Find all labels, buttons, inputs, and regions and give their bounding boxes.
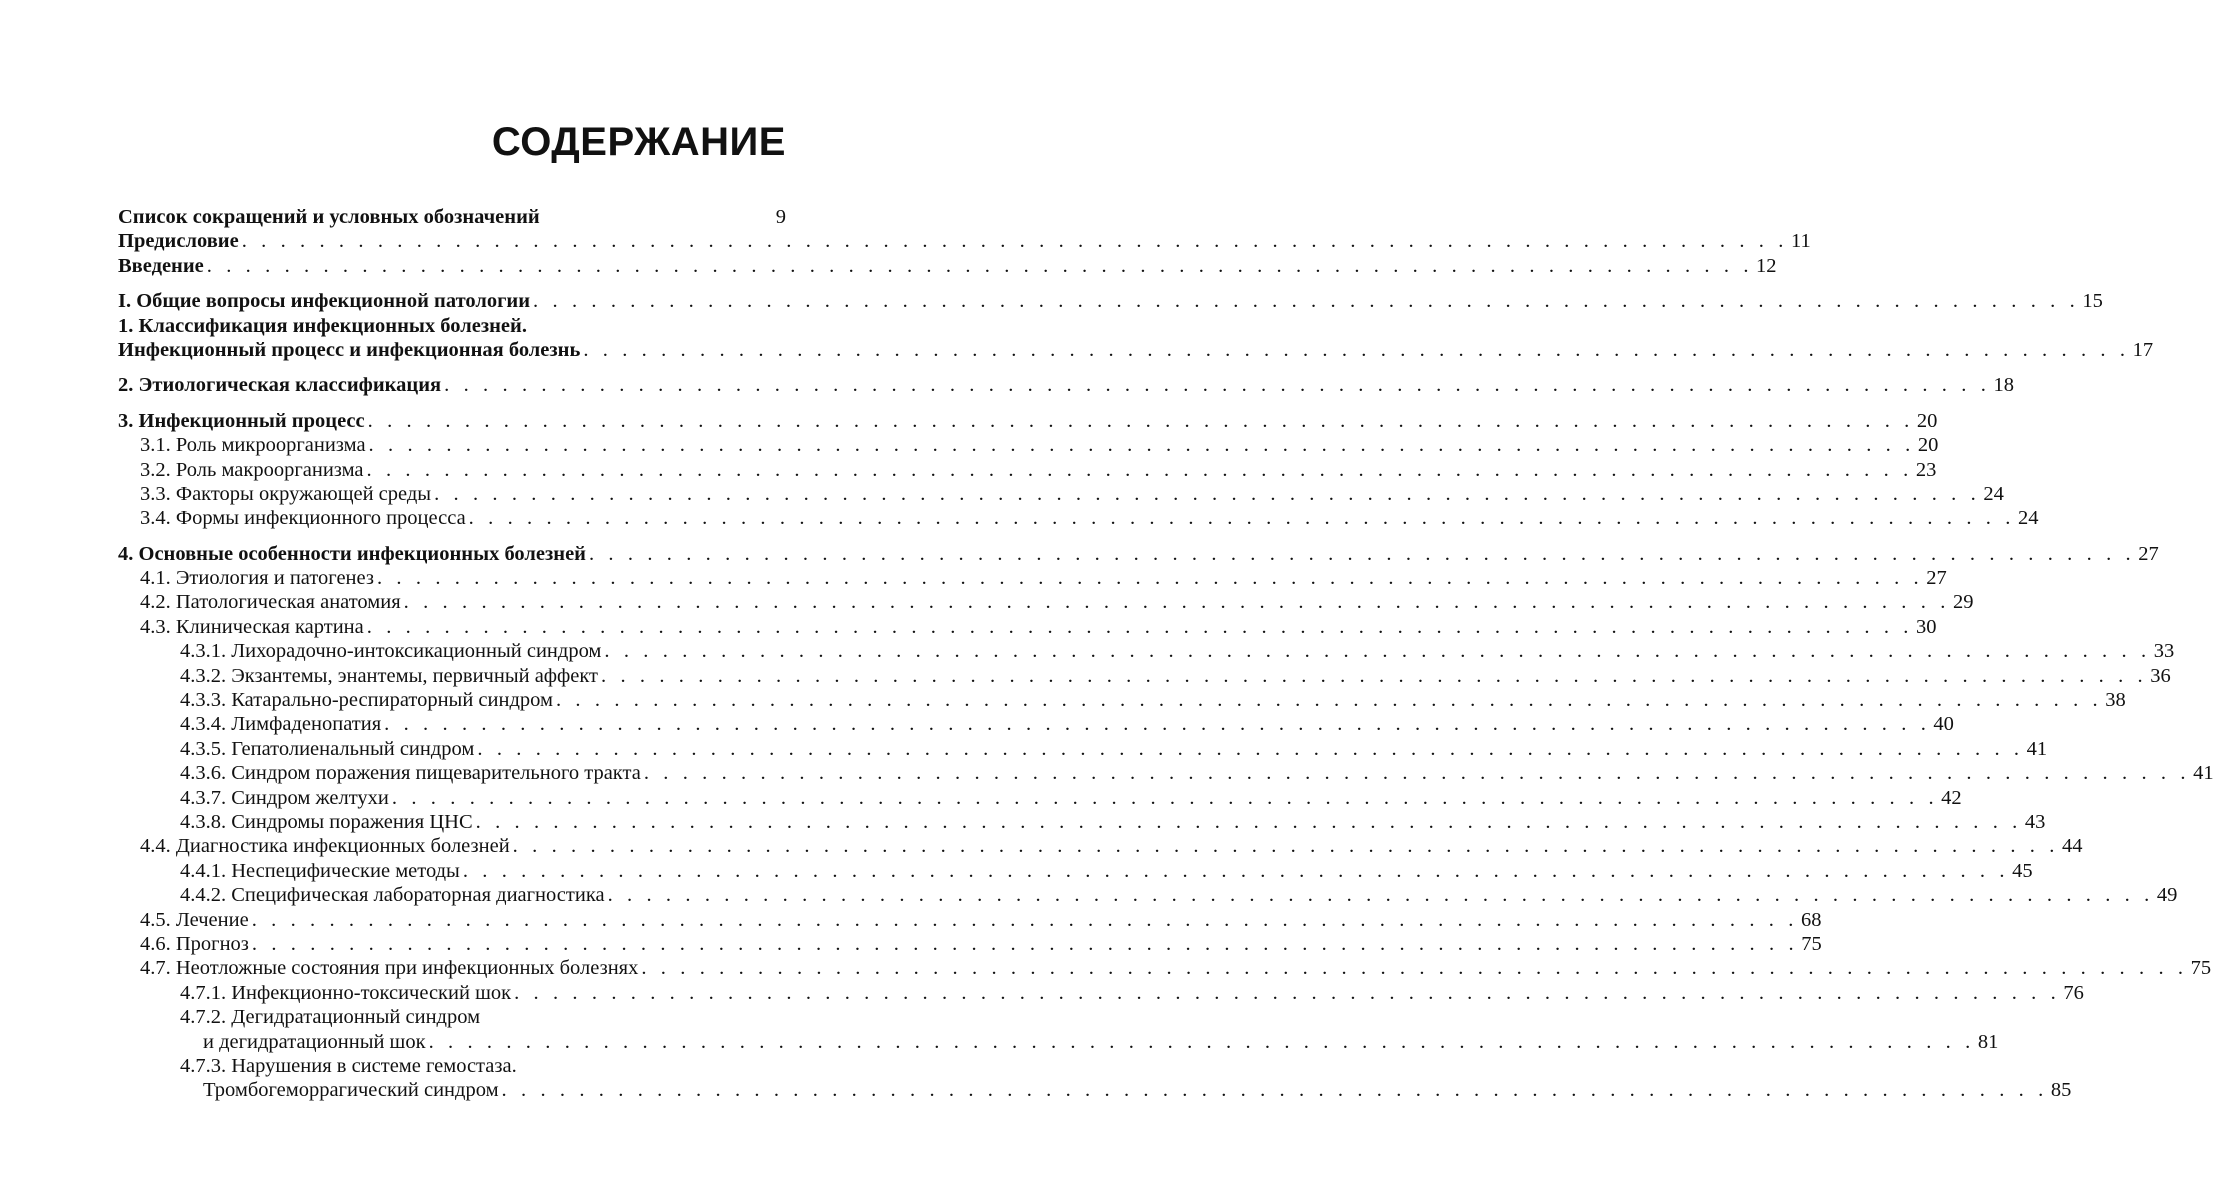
table-of-contents	[118, 205, 2214, 1103]
toc-entry-title: 4.1. Этиология и патогенез	[140, 567, 374, 590]
toc-entry[interactable]	[118, 338, 2154, 362]
toc-entry-title: 4.4. Диагностика инфекционных болезней	[140, 835, 510, 858]
dot-leader: . . . . . . . . . . . . . . . . . . . . . . . . . . . . . . . . . . . . . . . . . . . . . . . . . . . . . . . . . . . . . . . . . . . . . . . . . . . . . . . .	[251, 908, 1798, 931]
toc-entry[interactable]	[118, 482, 2004, 506]
page-title: СОДЕРЖАНИЕ	[491, 120, 786, 164]
toc-entry-page: 42	[1941, 786, 1962, 809]
section-spacer	[118, 531, 786, 542]
dot-leader: . . . . . . . . . . . . . . . . . . . . . . . . . . . . . . . . . . . . . . . . . . . . . . . . . . . . . . . . . . . . . . . . . . . . . . . . . . . . . . . .	[588, 542, 2136, 565]
toc-entry[interactable]	[118, 639, 2175, 663]
dot-leader: . . . . . . . . . . . . . . . . . . . . . . . . . . . . . . . . . . . . . . . . . . . . . . . . . . . . . . . . . . . . . . . . . . . . . . . . . . . . . . . .	[514, 981, 2061, 1004]
toc-entry-title: 3.1. Роль микроорганизма	[140, 434, 366, 457]
dot-leader: . . . . . . . . . . . . . . . . . . . . . . . . . . . . . . . . . . . . . . . . . . . . . . . . . . . . . . . . . . . . . . . . . . . . . . . . . . . . . . . .	[366, 458, 1913, 481]
toc-entry[interactable]	[118, 883, 2178, 907]
dot-leader: . . . . . . . . . . . . . . . . . . . . . . . . . . . . . . . . . . . . . . . . . . . . . . . . . . . . . . . . . . . . . . . . . . . . . . . . . . . . . . . .	[384, 713, 1931, 736]
toc-entry-title: 1. Классификация инфекционных болезней.	[118, 314, 527, 337]
toc-entry-title: Тромбогеморрагический синдром	[203, 1079, 499, 1102]
toc-entry-page: 40	[1933, 713, 1954, 736]
toc-entry-page: 45	[2012, 859, 2033, 882]
toc-entry-title: 4.3.4. Лимфаденопатия	[180, 713, 382, 736]
toc-entry-title: 4.5. Лечение	[140, 908, 249, 931]
toc-entry[interactable]	[118, 786, 1962, 810]
toc-entry-page: 38	[2105, 689, 2126, 712]
section-spacer	[118, 398, 786, 409]
dot-leader: . . . . . . . . . . . . . . . . . . . . . . . . . . . . . . . . . . . . . . . . . . . . . . . . . . . . . . . . . . . . . . . . . . . . . . . . . . . . . . . .	[428, 1030, 1975, 1053]
toc-entry[interactable]	[118, 664, 2171, 688]
toc-entry-page: 85	[2050, 1079, 2072, 1102]
toc-entry-page: 33	[2153, 640, 2175, 663]
toc-entry[interactable]	[118, 932, 1822, 956]
dot-leader: . . . . . . . . . . . . . . . . . . . . . . . . . . . . . . . . . . . . . . . . . . . . . . . . . . . . . . . . . . . . . . . . . . . . . . . . . . . . . . . .	[607, 884, 2154, 907]
dot-leader: . . . . . . . . . . . . . . . . . . . . . . . . . . . . . . . . . . . . . . . . . . . . . . . . . . . . . . . . . . . . . . . . . . . . . . . . . . . . . . . .	[604, 640, 2151, 663]
toc-entry-title: 4.3.6. Синдром поражения пищеварительного тракта	[180, 762, 641, 785]
dot-leader: . . . . . . . . . . . . . . . . . . . . . . . . . . . . . . . . . . . . . . . . . . . . . . . . . . . . . . . . . . . . . . . . . . . . . . . . . . . . . . . .	[376, 567, 1924, 590]
dot-leader: . . . . . . . . . . . . . . . . . . . . . . . . . . . . . . . . . . . . . . . . . . . . . . . . . . . . . . . . . . . . . . . . . . . . . . . . . . . . . . . .	[391, 786, 1939, 809]
toc-entry-page: 9	[775, 206, 786, 228]
toc-entry[interactable]	[118, 314, 786, 338]
toc-entry-title: Инфекционный процесс и инфекционная болезнь	[118, 338, 581, 361]
toc-entry-title: 3.2. Роль макроорганизма	[140, 458, 364, 481]
toc-entry-title: 4.4.1. Неспецифические методы	[180, 859, 460, 882]
dot-leader: . . . . . . . . . . . . . . . . . . . . . . . . . . . . . . . . . . . . . . . . . . . . . . . . . . . . . . . . . . . . . . . . . . . . . . . . . . . . . . . .	[367, 409, 1914, 432]
dot-leader: . . . . . . . . . . . . . . . . . . . . . . . . . . . . . . . . . . . . . . . . . . . . . . . . . . . . . . . . . . . . . . . . . . . . . . . . . . . . . . . .	[643, 762, 2191, 785]
toc-entry-page: 18	[1993, 374, 2014, 397]
dot-leader: . . . . . . . . . . . . . . . . . . . . . . . . . . . . . . . . . . . . . . . . . . . . . . . . . . . . . . . . . . . . . . . . . . . . . . . . . . . . . . . .	[501, 1079, 2048, 1102]
toc-entry[interactable]	[118, 458, 1937, 482]
toc-entry-page: 29	[1952, 591, 1974, 614]
toc-entry-title: Предисловие	[118, 230, 239, 253]
toc-entry[interactable]	[118, 956, 2212, 980]
toc-entry[interactable]	[118, 737, 2048, 761]
toc-entry-page: 27	[1926, 567, 1947, 590]
dot-leader: . . . . . . . . . . . . . . . . . . . . . . . . . . . . . . . . . . . . . . . . . . . . . . . . . . . . . . . . . . . . . . . . . . . . . . . . . . . . . . . .	[468, 507, 2015, 530]
toc-entry-title: 4.3.1. Лихорадочно-интоксикационный синдром	[180, 640, 602, 663]
dot-leader: . . . . . . . . . . . . . . . . . . . . . . . . . . . . . . . . . . . . . . . . . . . . . . . . . . . . . . . . . . . . . . . . . . . . . . . . . . . . . . . .	[444, 374, 1991, 397]
toc-entry[interactable]	[118, 712, 1954, 736]
dot-leader: . . . . . . . . . . . . . . . . . . . . . . . . . . . . . . . . . . . . . . . . . . . . . . . . . . . . . . . . . . . . . . . . . . . . . . . . . . . . . . . .	[533, 290, 2080, 313]
toc-entry[interactable]	[118, 761, 2214, 785]
toc-entry[interactable]	[118, 229, 1811, 253]
toc-entry-page: 30	[1916, 615, 1937, 638]
toc-entry-title: 3.4. Формы инфекционного процесса	[140, 507, 466, 530]
toc-entry-title: 4.7.1. Инфекционно-токсический шок	[180, 981, 512, 1004]
dot-leader: . . . . . . . . . . . . . . . . . . . . . . . . . . . . . . . . . . . . . . . . . . . . . . . . . . . . . . . . . . . . . . . . . . . . . . . . . . . . . . . .	[241, 230, 1788, 253]
toc-entry-title: 4.3.8. Синдромы поражения ЦНС	[180, 810, 473, 833]
dot-leader: . . . . . . . . . . . . . . . . . . . . . . . . . . . . . . . . . . . . . . . . . . . . . . . . . . . . . . . . . . . . . . . . . . . . . . . . . . . . . . . .	[475, 810, 2022, 833]
toc-entry-page: 76	[2063, 981, 2084, 1004]
toc-entry-page: 75	[1801, 932, 1822, 955]
toc-entry-title: Список сокращений и условных обозначений	[118, 206, 540, 228]
toc-entry[interactable]	[118, 205, 786, 229]
toc-entry-title: Введение	[118, 254, 204, 277]
toc-entry[interactable]	[118, 688, 2126, 712]
toc-entry-title: 4.7.2. Дегидратационный синдром	[180, 1006, 481, 1029]
toc-entry[interactable]	[118, 409, 1938, 433]
toc-entry-title: 3.3. Факторы окружающей среды	[140, 482, 432, 505]
toc-entry-title: 4.6. Прогноз	[140, 932, 249, 955]
dot-leader: . . . . . . . . . . . . . . . . . . . . . . . . . . . . . . . . . . . . . . . . . . . . . . . . . . . . . . . . . . . . . . . . . . . . . . . . . . . . . . . .	[403, 591, 1950, 614]
toc-entry[interactable]	[118, 1005, 786, 1029]
dot-leader: . . . . . . . . . . . . . . . . . . . . . . . . . . . . . . . . . . . . . . . . . . . . . . . . . . . . . . . . . . . . . . . . . . . . . . . . . . . . . . . .	[251, 932, 1799, 955]
toc-entry-page: 24	[2017, 507, 2039, 530]
toc-entry[interactable]	[118, 542, 2159, 566]
section-spacer	[118, 278, 786, 289]
toc-entry-title: I. Общие вопросы инфекционной патологии	[118, 290, 531, 313]
toc-entry-page: 15	[2082, 290, 2103, 313]
toc-entry[interactable]	[118, 615, 1937, 639]
toc-entry-page: 27	[2138, 542, 2159, 565]
toc-entry[interactable]	[118, 1078, 2072, 1102]
dot-leader: . . . . . . . . . . . . . . . . . . . . . . . . . . . . . . . . . . . . . . . . . . . . . . . . . . . . . . . . . . . . . . . . . . . . . . . . . . . . . . . .	[583, 338, 2130, 361]
toc-entry[interactable]	[118, 908, 1822, 932]
toc-entry-title: 4.3.2. Экзантемы, энантемы, первичный аффект	[180, 664, 598, 687]
toc-entry[interactable]	[118, 373, 2014, 397]
dot-leader: . . . . . . . . . . . . . . . . . . . . . . . . . . . . . . . . . . . . . . . . . . . . . . . . . . . . . . . . . . . . . . . . . . . . . . . . . . . . . . . .	[368, 434, 1915, 457]
toc-entry-page: 11	[1790, 230, 1811, 253]
toc-entry[interactable]	[118, 590, 1974, 614]
toc-entry-page: 12	[1756, 254, 1777, 277]
toc-entry-title: 4.3.7. Синдром желтухи	[180, 786, 389, 809]
toc-entry-page: 44	[2061, 835, 2083, 858]
toc-entry-title: 2. Этиологическая классификация	[118, 374, 442, 397]
toc-entry[interactable]	[118, 834, 2083, 858]
toc-entry-page: 81	[1977, 1030, 1999, 1053]
dot-leader: . . . . . . . . . . . . . . . . . . . . . . . . . . . . . . . . . . . . . . . . . . . . . . . . . . . . . . . . . . . . . . . . . . . . . . . . . . . . . . . .	[641, 957, 2188, 980]
toc-entry-title: 4.3.3. Катарально-респираторный синдром	[180, 689, 553, 712]
toc-entry-title: 3. Инфекционный процесс	[118, 409, 365, 432]
toc-entry[interactable]	[118, 1054, 786, 1078]
dot-leader: . . . . . . . . . . . . . . . . . . . . . . . . . . . . . . . . . . . . . . . . . . . . . . . . . . . . . . . . . . . . . . . . . . . . . . . . . . . . . . . .	[366, 615, 1914, 638]
toc-entry-title: 4.3.5. Гепатолиенальный синдром	[180, 737, 475, 760]
dot-leader: . . . . . . . . . . . . . . . . . . . . . . . . . . . . . . . . . . . . . . . . . . . . . . . . . . . . . . . . . . . . . . . . . . . . . . . . . . . . . . . .	[555, 689, 2103, 712]
toc-entry-page: 49	[2156, 884, 2178, 907]
toc-entry-page: 43	[2024, 810, 2046, 833]
toc-entry-page: 75	[2190, 957, 2212, 980]
toc-entry-title: 4.7.3. Нарушения в системе гемостаза.	[180, 1054, 517, 1077]
toc-entry[interactable]	[118, 433, 1939, 457]
toc-entry-page: 24	[1983, 482, 2004, 505]
dot-leader: . . . . . . . . . . . . . . . . . . . . . . . . . . . . . . . . . . . . . . . . . . . . . . . . . . . . . . . . . . . . . . . . . . . . . . . . . . . . . . . .	[462, 859, 2010, 882]
toc-entry[interactable]	[118, 981, 2084, 1005]
toc-entry-title: 4. Основные особенности инфекционных болезней	[118, 542, 586, 565]
toc-entry-page: 20	[1917, 434, 1939, 457]
toc-entry-page: 36	[2150, 664, 2171, 687]
toc-entry-title: 4.7. Неотложные состояния при инфекционных болезнях	[140, 957, 639, 980]
dot-leader: . . . . . . . . . . . . . . . . . . . . . . . . . . . . . . . . . . . . . . . . . . . . . . . . . . . . . . . . . . . . . . . . . . . . . . . . . . . . . . . .	[601, 664, 2148, 687]
toc-entry-page: 41	[2026, 737, 2048, 760]
dot-leader: . . . . . . . . . . . . . . . . . . . . . . . . . . . . . . . . . . . . . . . . . . . . . . . . . . . . . . . . . . . . . . . . . . . . . . . . . . . . . . . .	[206, 254, 1754, 277]
toc-entry-page: 17	[2132, 338, 2154, 361]
toc-entry-title: 4.2. Патологическая анатомия	[140, 591, 401, 614]
toc-entry[interactable]	[118, 810, 2046, 834]
toc-entry[interactable]	[118, 254, 1777, 278]
toc-entry[interactable]	[118, 1030, 1999, 1054]
toc-entry[interactable]	[118, 566, 1947, 590]
toc-entry-page: 68	[1800, 908, 1822, 931]
toc-entry-title: и дегидратационный шок	[203, 1030, 426, 1053]
toc-entry-page: 20	[1916, 409, 1938, 432]
toc-entry-title: 4.4.2. Специфическая лабораторная диагностика	[180, 884, 605, 907]
toc-entry-page: 41	[2193, 762, 2214, 785]
dot-leader: . . . . . . . . . . . . . . . . . . . . . . . . . . . . . . . . . . . . . . . . . . . . . . . . . . . . . . . . . . . . . . . . . . . . . . . . . . . . . . . .	[512, 835, 2059, 858]
section-spacer	[118, 362, 786, 373]
toc-entry[interactable]	[118, 289, 2103, 313]
dot-leader: . . . . . . . . . . . . . . . . . . . . . . . . . . . . . . . . . . . . . . . . . . . . . . . . . . . . . . . . . . . . . . . . . . . . . . . . . . . . . . . .	[477, 737, 2024, 760]
toc-entry-page: 23	[1915, 458, 1937, 481]
dot-leader: . . . . . . . . . . . . . . . . . . . . . . . . . . . . . . . . . . . . . . . . . . . . . . . . . . . . . . . . . . . . . . . . . . . . . . . . . . . . . . . .	[434, 482, 1981, 505]
toc-entry[interactable]	[118, 859, 2033, 883]
toc-entry[interactable]	[118, 506, 2039, 530]
toc-entry-title: 4.3. Клиническая картина	[140, 615, 364, 638]
